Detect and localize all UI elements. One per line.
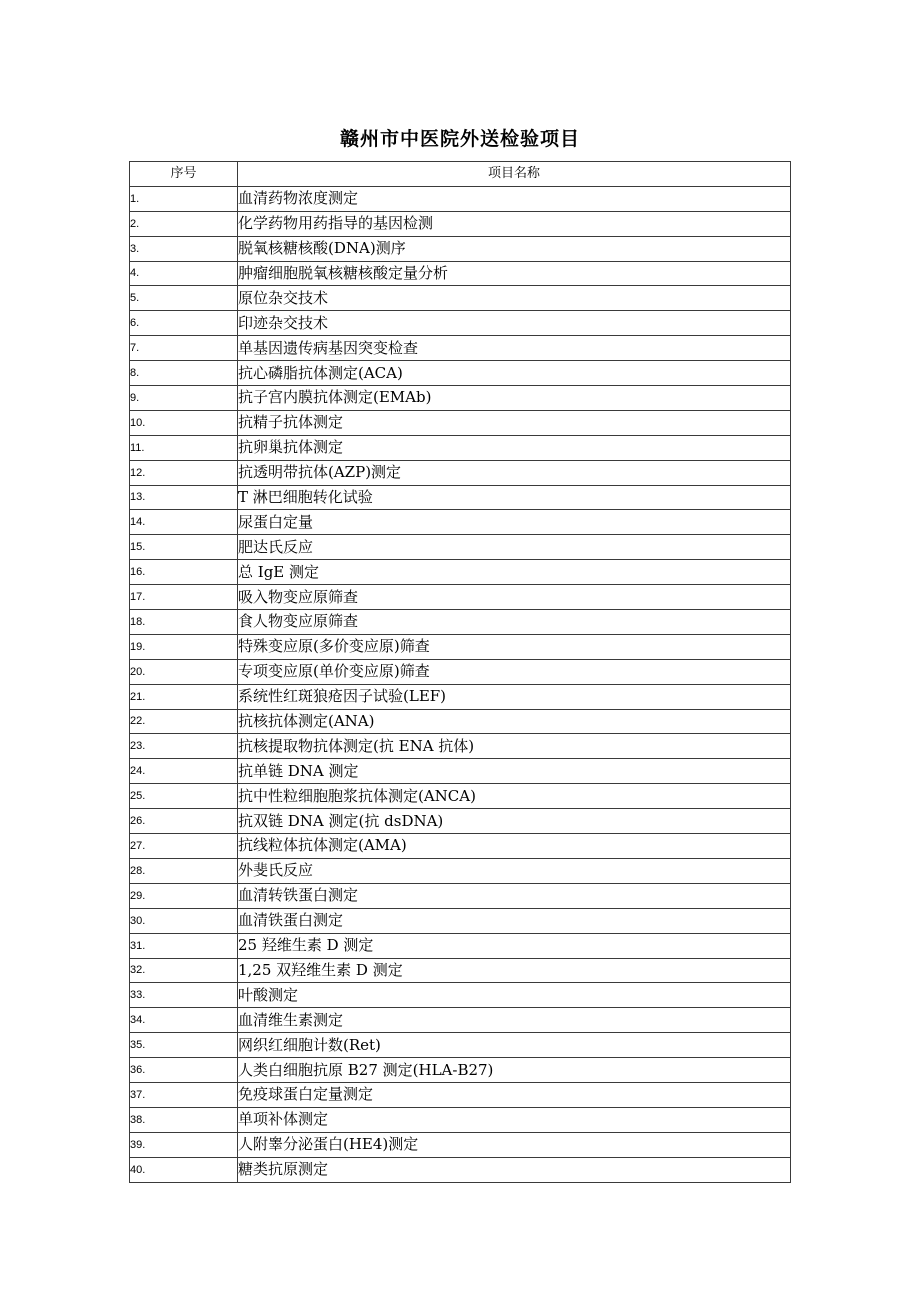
table-row — [130, 983, 791, 1008]
header-row — [130, 162, 791, 187]
table-row — [130, 510, 791, 535]
serial-number-cell: 9. — [130, 386, 238, 411]
table-row — [130, 784, 791, 809]
table-header — [130, 162, 791, 187]
item-name-cell: 抗单链 DNA 测定 — [238, 759, 791, 784]
item-name-cell: 印迹杂交技术 — [238, 311, 791, 336]
table-row — [130, 1033, 791, 1058]
item-name-cell: 专项变应原(单价变应原)筛查 — [238, 659, 791, 684]
table-row — [130, 186, 791, 211]
item-name-cell: T 淋巴细胞转化试验 — [238, 485, 791, 510]
table-row — [130, 734, 791, 759]
table-row — [130, 1132, 791, 1157]
serial-number-cell: 28. — [130, 858, 238, 883]
table-row — [130, 1008, 791, 1033]
header-item-name: 项目名称 — [238, 162, 791, 187]
table-row — [130, 386, 791, 411]
table-row — [130, 1082, 791, 1107]
serial-number-cell: 19. — [130, 634, 238, 659]
document-title: 赣州市中医院外送检验项目 — [339, 128, 580, 150]
serial-number-cell: 40. — [130, 1157, 238, 1182]
item-name-cell: 肥达氏反应 — [238, 535, 791, 560]
item-name-cell: 抗核抗体测定(ANA) — [238, 709, 791, 734]
item-name-cell: 脱氧核糖核酸(DNA)测序 — [238, 236, 791, 261]
serial-number-cell: 27. — [130, 834, 238, 859]
serial-number-cell: 17. — [130, 585, 238, 610]
item-name-cell: 糖类抗原测定 — [238, 1157, 791, 1182]
serial-number-cell: 16. — [130, 560, 238, 585]
item-name-cell: 系统性红斑狼疮因子试验(LEF) — [238, 684, 791, 709]
table-row — [130, 286, 791, 311]
serial-number-cell: 6. — [130, 311, 238, 336]
table-row — [130, 410, 791, 435]
item-name-cell: 总 IgE 测定 — [238, 560, 791, 585]
item-name-cell: 25 羟维生素 D 测定 — [238, 933, 791, 958]
item-name-cell: 血清铁蛋白测定 — [238, 908, 791, 933]
table-row — [130, 435, 791, 460]
table-row — [130, 659, 791, 684]
item-name-cell: 肿瘤细胞脱氧核糖核酸定量分析 — [238, 261, 791, 286]
item-name-cell: 人附睾分泌蛋白(HE4)测定 — [238, 1132, 791, 1157]
table-row — [130, 883, 791, 908]
serial-number-cell: 13. — [130, 485, 238, 510]
serial-number-cell: 39. — [130, 1132, 238, 1157]
serial-number-cell: 10. — [130, 410, 238, 435]
serial-number-cell: 21. — [130, 684, 238, 709]
serial-number-cell: 22. — [130, 709, 238, 734]
item-name-cell: 抗核提取物抗体测定(抗 ENA 抗体) — [238, 734, 791, 759]
serial-number-cell: 2. — [130, 211, 238, 236]
table-row — [130, 610, 791, 635]
serial-number-cell: 12. — [130, 460, 238, 485]
item-name-cell: 1,25 双羟维生素 D 测定 — [238, 958, 791, 983]
table-body — [130, 186, 791, 1182]
table-row — [130, 809, 791, 834]
item-name-cell: 免疫球蛋白定量测定 — [238, 1082, 791, 1107]
table-row — [130, 236, 791, 261]
serial-number-cell: 31. — [130, 933, 238, 958]
table-row — [130, 759, 791, 784]
item-name-cell: 尿蛋白定量 — [238, 510, 791, 535]
serial-number-cell: 7. — [130, 336, 238, 361]
serial-number-cell: 38. — [130, 1107, 238, 1132]
item-name-cell: 抗线粒体抗体测定(AMA) — [238, 834, 791, 859]
item-name-cell: 吸入物变应原筛查 — [238, 585, 791, 610]
table-row — [130, 460, 791, 485]
item-name-cell: 叶酸测定 — [238, 983, 791, 1008]
item-name-cell: 单项补体测定 — [238, 1107, 791, 1132]
item-name-cell: 人类白细胞抗原 B27 测定(HLA-B27) — [238, 1058, 791, 1083]
table-row — [130, 560, 791, 585]
serial-number-cell: 15. — [130, 535, 238, 560]
item-name-cell: 抗子宫内膜抗体测定(EMAb) — [238, 386, 791, 411]
table-row — [130, 933, 791, 958]
item-name-cell: 血清药物浓度测定 — [238, 186, 791, 211]
serial-number-cell: 29. — [130, 883, 238, 908]
item-name-cell: 特殊变应原(多价变应原)筛查 — [238, 634, 791, 659]
item-name-cell: 血清转铁蛋白测定 — [238, 883, 791, 908]
serial-number-cell: 34. — [130, 1008, 238, 1033]
serial-number-cell: 3. — [130, 236, 238, 261]
serial-number-cell: 1. — [130, 186, 238, 211]
header-serial-number: 序号 — [130, 162, 238, 187]
item-name-cell: 食人物变应原筛查 — [238, 610, 791, 635]
serial-number-cell: 11. — [130, 435, 238, 460]
table-row — [130, 211, 791, 236]
serial-number-cell: 23. — [130, 734, 238, 759]
table-row — [130, 709, 791, 734]
serial-number-cell: 36. — [130, 1058, 238, 1083]
table-row — [130, 311, 791, 336]
item-name-cell: 原位杂交技术 — [238, 286, 791, 311]
item-name-cell: 血清维生素测定 — [238, 1008, 791, 1033]
serial-number-cell: 20. — [130, 659, 238, 684]
table-row — [130, 535, 791, 560]
item-name-cell: 网织红细胞计数(Ret) — [238, 1033, 791, 1058]
item-name-cell: 单基因遗传病基因突变检查 — [238, 336, 791, 361]
item-name-cell: 化学药物用药指导的基因检测 — [238, 211, 791, 236]
table-row — [130, 1058, 791, 1083]
serial-number-cell: 4. — [130, 261, 238, 286]
table-row — [130, 858, 791, 883]
serial-number-cell: 30. — [130, 908, 238, 933]
serial-number-cell: 33. — [130, 983, 238, 1008]
serial-number-cell: 26. — [130, 809, 238, 834]
serial-number-cell: 35. — [130, 1033, 238, 1058]
item-name-cell: 抗中性粒细胞胞浆抗体测定(ANCA) — [238, 784, 791, 809]
serial-number-cell: 32. — [130, 958, 238, 983]
serial-number-cell: 18. — [130, 610, 238, 635]
table-row — [130, 585, 791, 610]
table-row — [130, 908, 791, 933]
item-name-cell: 抗双链 DNA 测定(抗 dsDNA) — [238, 809, 791, 834]
table-row — [130, 485, 791, 510]
item-name-cell: 抗卵巢抗体测定 — [238, 435, 791, 460]
serial-number-cell: 25. — [130, 784, 238, 809]
table-row — [130, 361, 791, 386]
serial-number-cell: 14. — [130, 510, 238, 535]
serial-number-cell: 8. — [130, 361, 238, 386]
test-items-table — [129, 161, 791, 1183]
serial-number-cell: 37. — [130, 1082, 238, 1107]
table-row — [130, 958, 791, 983]
table-row — [130, 634, 791, 659]
table-row — [130, 834, 791, 859]
item-name-cell: 抗透明带抗体(AZP)测定 — [238, 460, 791, 485]
table-row — [130, 1157, 791, 1182]
table-row — [130, 1107, 791, 1132]
serial-number-cell: 5. — [130, 286, 238, 311]
serial-number-cell: 24. — [130, 759, 238, 784]
item-name-cell: 抗心磷脂抗体测定(ACA) — [238, 361, 791, 386]
item-name-cell: 外斐氏反应 — [238, 858, 791, 883]
item-name-cell: 抗精子抗体测定 — [238, 410, 791, 435]
table-row — [130, 336, 791, 361]
table-row — [130, 684, 791, 709]
table-row — [130, 261, 791, 286]
